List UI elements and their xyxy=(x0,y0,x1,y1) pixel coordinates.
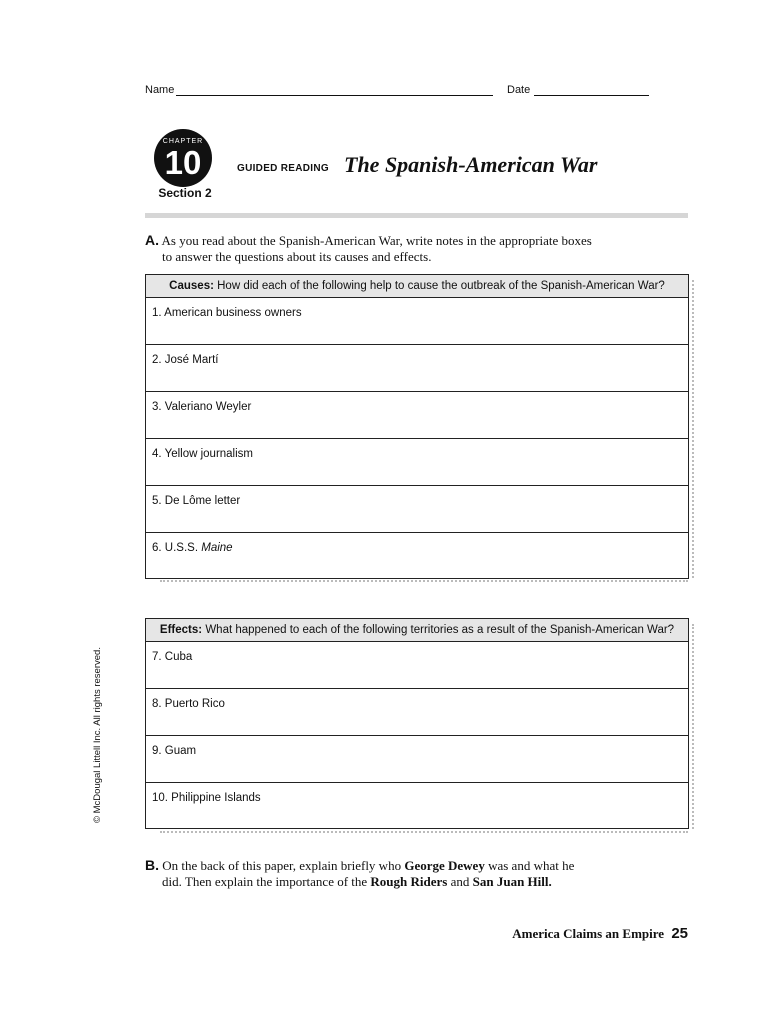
section-label: Section 2 xyxy=(158,186,212,200)
effects-row-label: 10. Philippine Islands xyxy=(152,792,261,804)
causes-header-text: How did each of the following help to cause the outbreak of the Spanish-American War? xyxy=(217,280,665,292)
causes-row-label: 2. José Martí xyxy=(152,354,219,366)
part-a-instructions xyxy=(145,232,685,265)
effects-edge-shading xyxy=(688,624,694,829)
part-b-letter: B. xyxy=(145,857,159,873)
part-a-line1: As you read about the Spanish-American War, write notes in the appropriate boxes xyxy=(161,233,592,248)
copyright-notice: © McDougal Littell Inc. All rights reserved. xyxy=(92,647,103,823)
chapter-number: 10 xyxy=(164,144,202,181)
effects-row-9[interactable] xyxy=(146,736,688,783)
page-title: The Spanish-American War xyxy=(344,152,598,177)
effects-row-label: 9. Guam xyxy=(152,745,197,757)
header-rule xyxy=(145,213,688,218)
chapter-badge xyxy=(154,129,212,187)
causes-row-5[interactable] xyxy=(146,486,688,533)
effects-table xyxy=(145,618,689,829)
causes-bottom-shading xyxy=(160,577,688,582)
causes-row-6-text: 6. U.S.S. xyxy=(152,542,199,554)
causes-row-3[interactable] xyxy=(146,392,688,439)
part-b-bold: George Dewey xyxy=(404,858,485,873)
part-b-text: On the back of this paper, explain briefly who xyxy=(162,858,402,873)
effects-row-7[interactable] xyxy=(146,642,688,689)
causes-row-label: 3. Valeriano Weyler xyxy=(152,401,252,413)
causes-table xyxy=(145,274,689,579)
part-b-bold: Rough Riders xyxy=(370,874,448,889)
causes-row-2[interactable] xyxy=(146,345,688,392)
causes-row-6-italic: Maine xyxy=(201,542,233,554)
name-field[interactable] xyxy=(176,95,493,96)
part-b-text: and xyxy=(450,874,470,889)
effects-row-label: 8. Puerto Rico xyxy=(152,698,225,710)
footer-title: America Claims an Empire xyxy=(512,926,665,941)
part-b-bold: San Juan Hill. xyxy=(472,874,552,889)
part-a-line2: to answer the questions about its causes and effects. xyxy=(162,249,432,264)
effects-row-10[interactable] xyxy=(146,783,688,828)
part-b-text: was and what he xyxy=(488,858,575,873)
causes-row-label: 1. American business owners xyxy=(152,307,302,319)
date-label: Date xyxy=(507,84,531,96)
effects-header-bold: Effects: xyxy=(159,624,203,636)
causes-row-label: 4. Yellow journalism xyxy=(152,448,254,460)
part-b-text: did. Then explain the importance of the xyxy=(162,874,368,889)
causes-row-label: 5. De Lôme letter xyxy=(152,495,241,507)
page-number: 25 xyxy=(671,925,688,942)
part-a-letter: A. xyxy=(145,232,159,248)
causes-header xyxy=(146,275,688,298)
effects-header-text: What happened to each of the following territories as a result of the Spanish-American War? xyxy=(205,624,675,636)
part-b-instructions xyxy=(145,857,685,890)
effects-row-8[interactable] xyxy=(146,689,688,736)
chapter-caption: CHAPTER xyxy=(162,138,204,145)
causes-edge-shading xyxy=(688,280,694,578)
date-field[interactable] xyxy=(534,95,649,96)
causes-row-1[interactable] xyxy=(146,298,688,345)
effects-header xyxy=(146,619,688,642)
effects-row-label: 7. Cuba xyxy=(152,651,193,663)
causes-row-label xyxy=(152,542,233,554)
effects-bottom-shading xyxy=(160,828,688,833)
causes-row-6[interactable] xyxy=(146,533,688,578)
causes-row-4[interactable] xyxy=(146,439,688,486)
name-label: Name xyxy=(145,84,175,96)
causes-header-bold: Causes: xyxy=(169,280,214,292)
footer xyxy=(512,925,688,942)
guided-reading-label: GUIDED READING xyxy=(237,163,329,174)
